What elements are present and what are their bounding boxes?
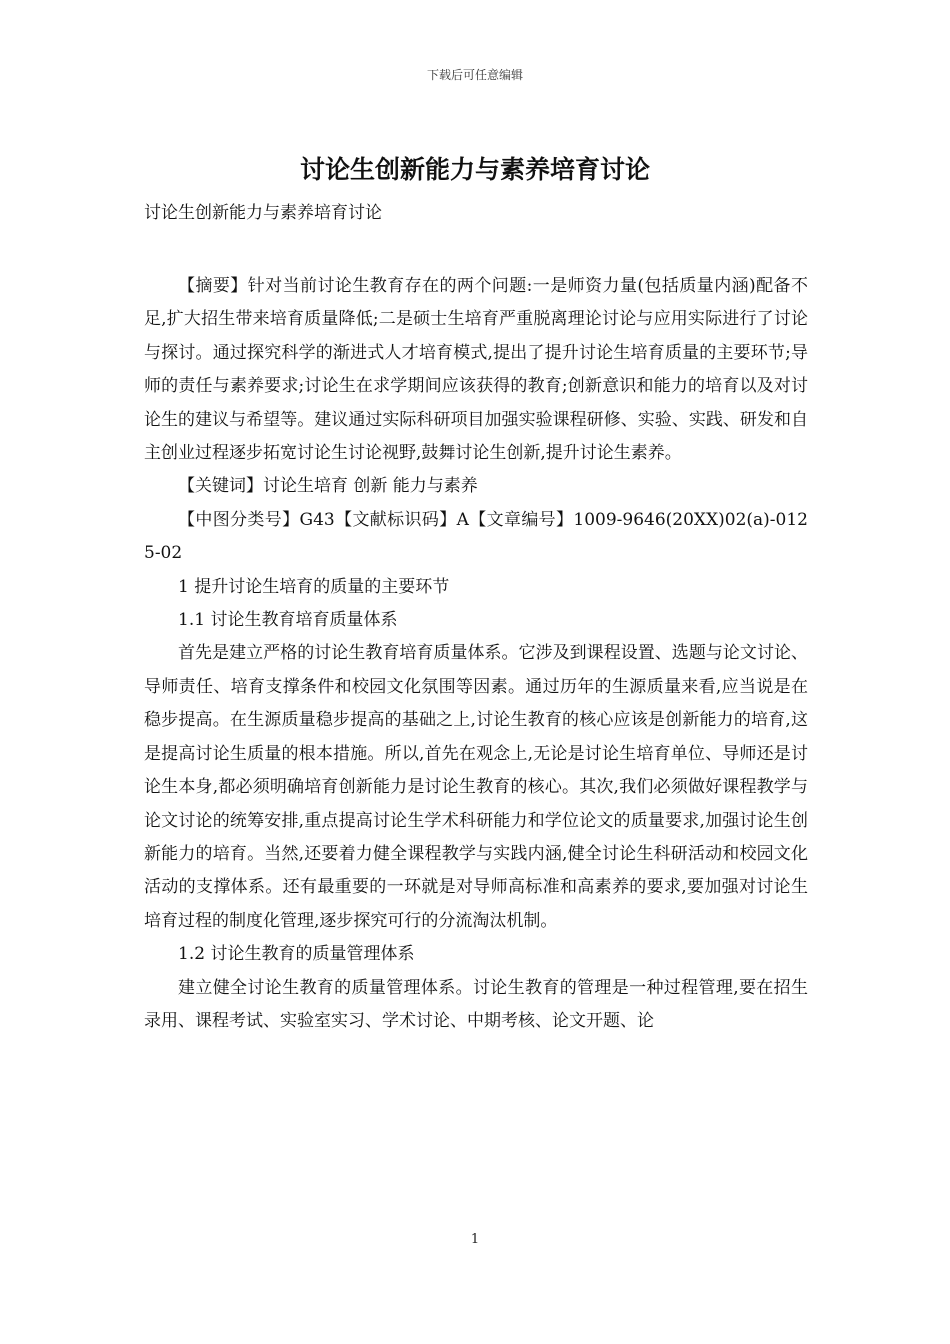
document-subtitle: 讨论生创新能力与素养培育讨论 [144,203,382,223]
body-paragraph: 首先是建立严格的讨论生教育培育质量体系。它涉及到课程设置、选题与论文讨论、导师责任、培育支撑条件和校园文化氛围等因素。通过历年的生源质量来看,应当说是在稳步提高。在生源质量稳步提高的基础之上,讨论生教育的核心应该是创新能力的培育,这是提高讨论生质量的根本措施。所以,首先在观念上,无论是讨论生培育单位、导师还是讨论生本身,都必须明确培育创新能力是讨论生教育的核心。其次,我们必须做好课程教学与论文讨论的统筹安排,重点提高讨论生学术科研能力和学位论文的质量要求,加强讨论生创新能力的培育。当然,还要着力健全课程教学与实践内涵,健全讨论生科研活动和校园文化活动的支撑体系。还有最重要的一环就是对导师高标准和高素养的要求,要加强对讨论生培育过程的制度化管理,逐步探究可行的分流淘汰机制。 [144,643,808,931]
classification-paragraph: 【中图分类号】G43【文献标识码】A【文章编号】1009-9646(20XX)02(a)-0125-02 [144,509,808,564]
section-heading-1-1: 1.1 讨论生教育培育质量体系 [178,610,398,631]
section-heading-1-2: 1.2 讨论生教育的质量管理体系 [178,944,415,965]
document-body [144,270,808,1038]
keywords-paragraph: 【关键词】讨论生培育 创新 能力与素养 [178,476,478,497]
page-number: 1 [470,1232,480,1247]
abstract-paragraph: 【摘要】针对当前讨论生教育存在的两个问题:一是师资力量(包括质量内涵)配备不足,扩大招生带来培育质量降低;二是硕士生培育严重脱离理论讨论与应用实际进行了讨论与探讨。通过探究科学的渐进式人才培育模式,提出了提升讨论生培育质量的主要环节;导师的责任与素养要求;讨论生在求学期间应该获得的教育;创新意识和能力的培育以及对讨论生的建议与希望等。建议通过实际科研项目加强实验课程研修、实验、实践、研发和自主创业过程逐步拓宽讨论生讨论视野,鼓舞讨论生创新,提升讨论生素养。 [144,276,808,464]
header-note: 下载后可任意编辑 [426,68,523,82]
body-paragraph: 建立健全讨论生教育的质量管理体系。讨论生教育的管理是一种过程管理,要在招生录用、课程考试、实验室实习、学术讨论、中期考核、论文开题、论 [144,977,808,1031]
section-heading-1: 1 提升讨论生培育的质量的主要环节 [178,576,450,597]
document-title: 讨论生创新能力与素养培育讨论 [299,155,650,184]
